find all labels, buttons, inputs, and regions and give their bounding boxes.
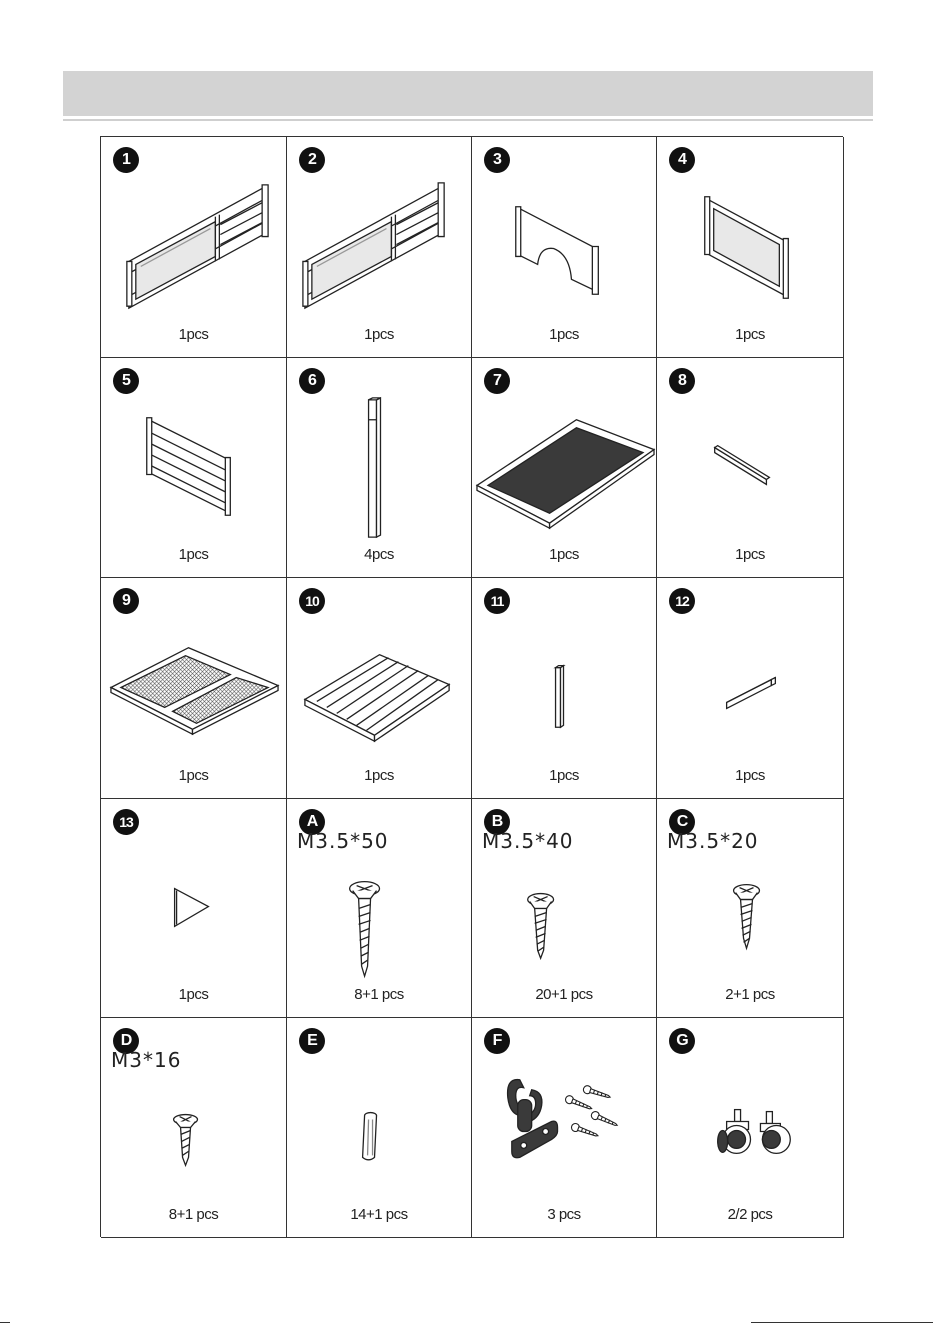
quantity-label: 2/2 pcs — [727, 1206, 773, 1223]
part-cell-f — [472, 1018, 657, 1238]
part-cell-d — [101, 1018, 287, 1238]
part-cell-a — [287, 799, 472, 1018]
quantity-label: 1pcs — [178, 767, 209, 784]
part-letter-badge: B — [484, 809, 510, 835]
part-cell-1 — [101, 137, 287, 358]
quantity-label: 1pcs — [735, 546, 765, 563]
part-cell-6 — [287, 358, 472, 578]
coat-hook-with-screws-icon — [472, 1018, 656, 1237]
footer-rule — [0, 1322, 10, 1323]
header-band — [63, 71, 873, 116]
window-panel-icon — [657, 137, 843, 357]
caster-wheels-icon — [657, 1018, 843, 1237]
quantity-label: 8+1 pcs — [168, 1206, 219, 1223]
part-number-badge: 3 — [484, 147, 510, 173]
screw-size-label: M3*16 — [111, 1048, 182, 1072]
part-cell-g — [657, 1018, 844, 1238]
screw-size-label: M3.5*40 — [482, 829, 574, 853]
short-rail-icon — [657, 358, 843, 577]
part-cell-b — [472, 799, 657, 1018]
part-number-badge: 9 — [113, 588, 139, 614]
parts-grid — [100, 136, 843, 1237]
part-letter-badge: C — [669, 809, 695, 835]
part-number-badge: 1 — [113, 147, 139, 173]
part-cell-c — [657, 799, 844, 1018]
part-number-badge: 5 — [113, 368, 139, 394]
vertical-bar-icon — [472, 578, 656, 798]
quantity-label: 1pcs — [364, 326, 394, 343]
part-cell-9 — [101, 578, 287, 799]
mesh-floor-panel-icon — [101, 578, 286, 798]
screw-icon — [472, 799, 656, 1017]
part-cell-8 — [657, 358, 844, 578]
screw-icon — [287, 799, 471, 1017]
part-letter-badge: D — [113, 1028, 139, 1054]
part-cell-13 — [101, 799, 287, 1018]
screw-size-label: M3.5*50 — [297, 829, 389, 853]
side-panel-slatted-window-icon — [101, 137, 286, 357]
part-letter-badge: G — [669, 1028, 695, 1054]
part-cell-2 — [287, 137, 472, 358]
part-number-badge: 12 — [669, 588, 695, 614]
quantity-label: 1pcs — [549, 767, 579, 784]
quantity-label: 20+1 pcs — [535, 986, 593, 1003]
corner-post-icon — [287, 358, 471, 577]
slatted-floor-panel-icon — [287, 578, 471, 798]
part-number-badge: 7 — [484, 368, 510, 394]
quantity-label: 1pcs — [178, 546, 209, 563]
header-rule — [63, 119, 873, 121]
wooden-dowel-icon — [287, 1018, 471, 1237]
cross-rail-icon — [657, 578, 843, 798]
quantity-label: 1pcs — [178, 326, 209, 343]
part-number-badge: 13 — [113, 809, 139, 835]
quantity-label: 1pcs — [549, 546, 579, 563]
part-number-badge: 6 — [299, 368, 325, 394]
quantity-label: 1pcs — [178, 986, 209, 1003]
quantity-label: 1pcs — [735, 326, 765, 343]
quantity-label: 1pcs — [364, 767, 394, 784]
quantity-label: 4pcs — [364, 546, 394, 563]
part-cell-10 — [287, 578, 472, 799]
quantity-label: 8+1 pcs — [354, 986, 404, 1003]
part-number-badge: 10 — [299, 588, 325, 614]
floor-board-tray-icon — [472, 358, 656, 577]
screw-icon — [657, 799, 843, 1017]
side-panel-slatted-window-icon — [287, 137, 471, 357]
part-number-badge: 2 — [299, 147, 325, 173]
quantity-label: 3 pcs — [547, 1206, 581, 1223]
quantity-label: 1pcs — [549, 326, 579, 343]
part-number-badge: 8 — [669, 368, 695, 394]
part-cell-5 — [101, 358, 287, 578]
screw-size-label: M3.5*20 — [667, 829, 759, 853]
triangle-bracket-icon — [101, 799, 286, 1017]
quantity-label: 2+1 pcs — [725, 986, 775, 1003]
screw-icon — [101, 1018, 286, 1237]
footer-rule — [751, 1322, 933, 1323]
part-cell-3 — [472, 137, 657, 358]
part-number-badge: 4 — [669, 147, 695, 173]
part-letter-badge: F — [484, 1028, 510, 1054]
part-cell-11 — [472, 578, 657, 799]
part-cell-4 — [657, 137, 844, 358]
quantity-label: 1pcs — [735, 767, 765, 784]
part-cell-7 — [472, 358, 657, 578]
quantity-label: 14+1 pcs — [350, 1206, 408, 1223]
part-letter-badge: E — [299, 1028, 325, 1054]
part-cell-e — [287, 1018, 472, 1238]
part-letter-badge: A — [299, 809, 325, 835]
slatted-panel-icon — [101, 358, 286, 577]
end-panel-arch-opening-icon — [472, 137, 656, 357]
part-cell-12 — [657, 578, 844, 799]
part-number-badge: 11 — [484, 588, 510, 614]
